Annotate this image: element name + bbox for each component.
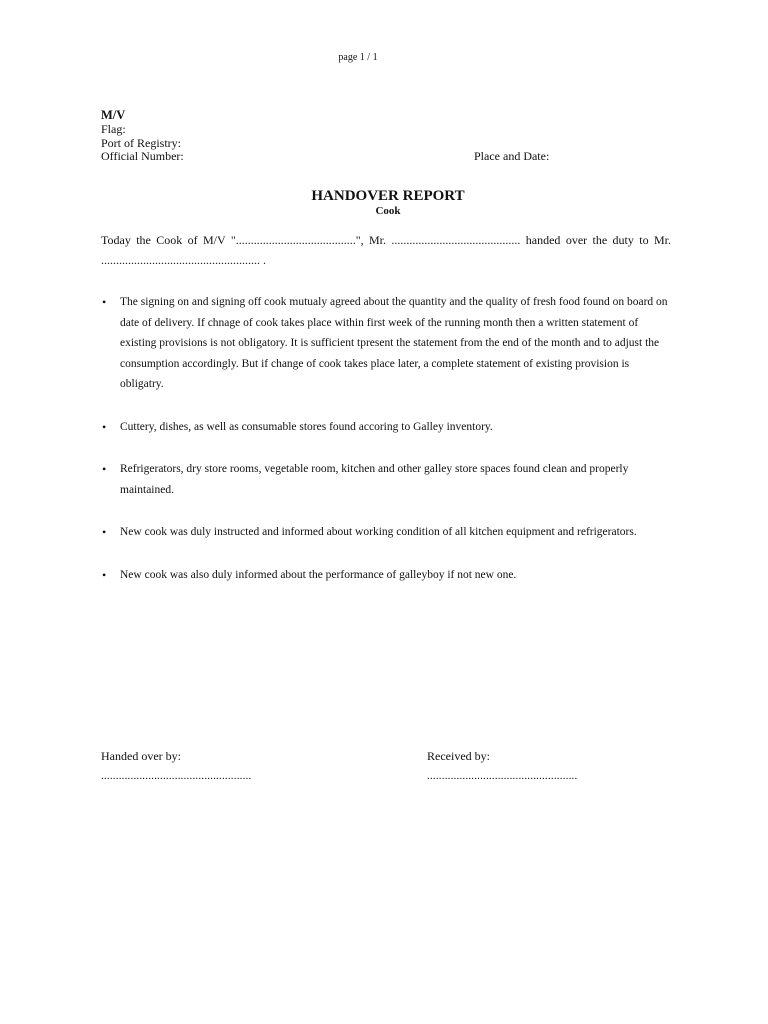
bullet-list (101, 292, 671, 607)
bullet-text: The signing on and signing off cook mutualy agreed about the quantity and the quality of fresh food found on board on date of delivery. If chnage of cook takes place within first week of the running month then a written statement of existing provisions is not obligatory. It is sufficient tpresent the statement from the end of the month and to adjust the consumption accordingly. But if change of cook takes place later, a complete statement of existing provision is obligatry. (120, 296, 668, 390)
port-of-registry-label: Port of Registry: (101, 136, 181, 150)
list-item (101, 417, 671, 438)
bullet-icon: • (102, 567, 107, 582)
flag-label: Flag: (101, 122, 126, 136)
bullet-icon: • (102, 419, 107, 434)
bullet-text: New cook was duly instructed and informed about working condition of all kitchen equipment and refrigerators. (120, 526, 637, 538)
handed-over-label: Handed over by: (101, 749, 181, 763)
report-title: HANDOVER REPORT (311, 188, 465, 204)
received-signature-line: ................................................... (427, 770, 578, 782)
list-item (101, 292, 671, 395)
list-item (101, 522, 671, 543)
bullet-text: Refrigerators, dry store rooms, vegetable room, kitchen and other galley store spaces found clean and properly maintained. (120, 463, 629, 496)
bullet-icon: • (102, 295, 107, 309)
official-number-label: Official Number: (101, 149, 184, 163)
bullet-icon: • (102, 525, 107, 539)
intro-paragraph: Today the Cook of M/V "........................................", Mr. ........................................... handed over the duty to Mr. ..................................................... . (101, 233, 671, 267)
vessel-mv-label: M/V (101, 108, 126, 122)
place-and-date-label: Place and Date: (474, 149, 550, 163)
bullet-icon: • (102, 462, 107, 476)
bullet-text: Cuttery, dishes, as well as consumable stores found accoring to Galley inventory. (120, 420, 493, 433)
received-label: Received by: (427, 749, 490, 763)
handed-over-signature-line: ................................................... (101, 770, 252, 782)
list-item (101, 565, 671, 586)
list-item (101, 459, 671, 500)
bullet-text: New cook was also duly informed about the performance of galleyboy if not new one. (120, 568, 517, 581)
page-number: page 1 / 1 (338, 52, 378, 63)
report-subtitle: Cook (375, 205, 401, 217)
